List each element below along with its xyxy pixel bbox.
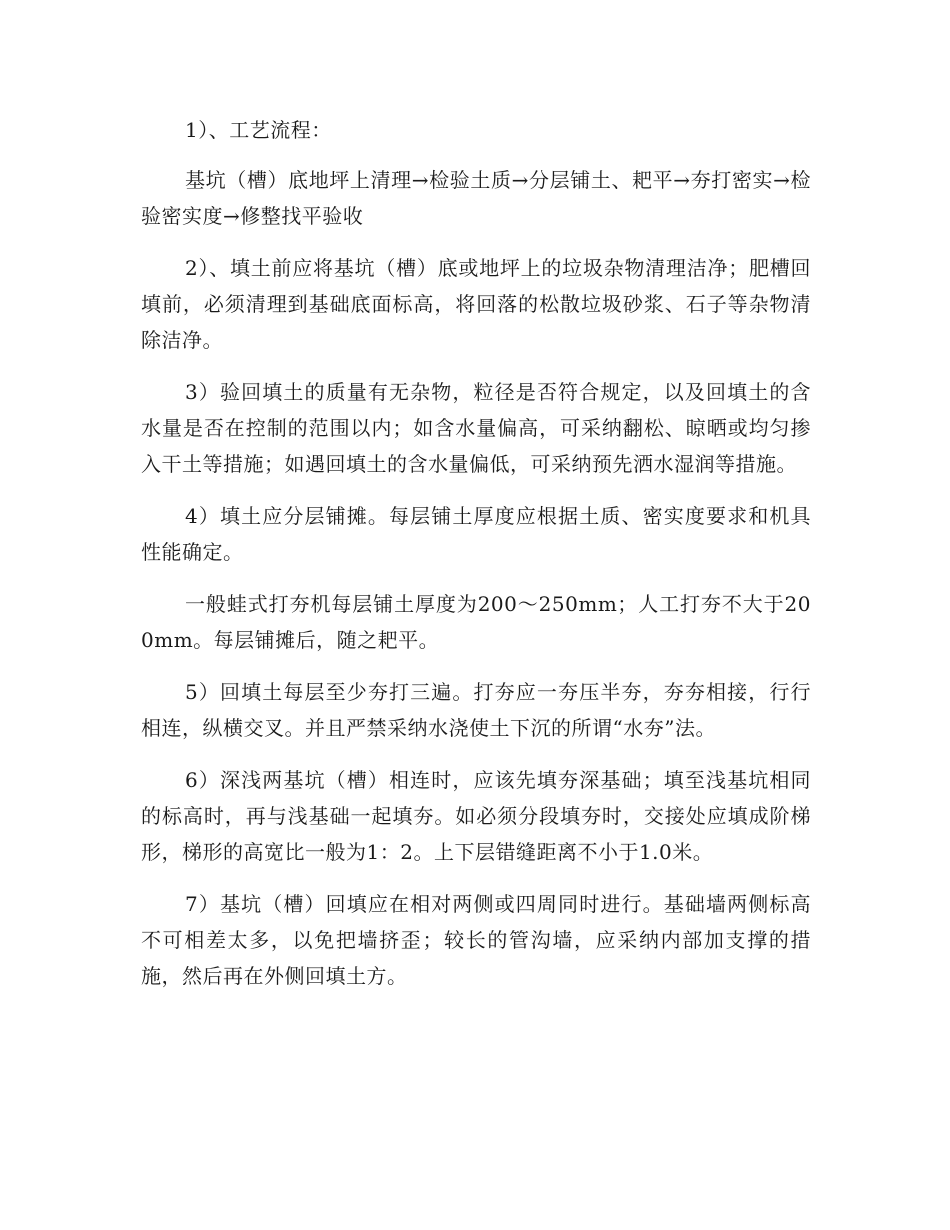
document-body: [141, 112, 811, 1010]
paragraph-item-2: 2）、填土前应将基坑（槽）底或地坪上的垃圾杂物清理洁净；肥槽回填前，必须清理到基础底面标高，将回落的松散垃圾砂浆、石子等杂物清除洁净。: [141, 256, 811, 352]
paragraph-process-flow: 基坑（槽）底地坪上清理→检验土质→分层铺土、耙平→夯打密实→检验密实度→修整找平验收: [141, 168, 811, 228]
paragraph-item-4: 4）填土应分层铺摊。每层铺土厚度应根据土质、密实度要求和机具性能确定。: [141, 504, 811, 564]
paragraph-process-heading: 1）、工艺流程：: [185, 118, 332, 142]
paragraph-item-4-detail: 一般蛙式打夯机每层铺土厚度为200～250mm；人工打夯不大于200mm。每层铺摊后，随之耙平。: [141, 592, 811, 652]
paragraph-item-6: 6）深浅两基坑（槽）相连时，应该先填夯深基础；填至浅基坑相同的标高时，再与浅基础一起填夯。如必须分段填夯时，交接处应填成阶梯形，梯形的高宽比一般为1：2。上下层错缝距离不小于1.0米。: [141, 768, 811, 864]
paragraph-item-5: 5）回填土每层至少夯打三遍。打夯应一夯压半夯，夯夯相接，行行相连，纵横交叉。并且严禁采纳水浇使土下沉的所谓“水夯”法。: [141, 680, 811, 740]
paragraph-item-3: 3）验回填土的质量有无杂物，粒径是否符合规定，以及回填土的含水量是否在控制的范围以内；如含水量偏高，可采纳翻松、晾晒或均匀掺入干土等措施；如遇回填土的含水量偏低，可采纳预先洒水湿润等措施。: [141, 380, 811, 476]
paragraph-item-7: 7）基坑（槽）回填应在相对两侧或四周同时进行。基础墙两侧标高不可相差太多，以免把墙挤歪；较长的管沟墙，应采纳内部加支撑的措施，然后再在外侧回填土方。: [141, 892, 811, 988]
